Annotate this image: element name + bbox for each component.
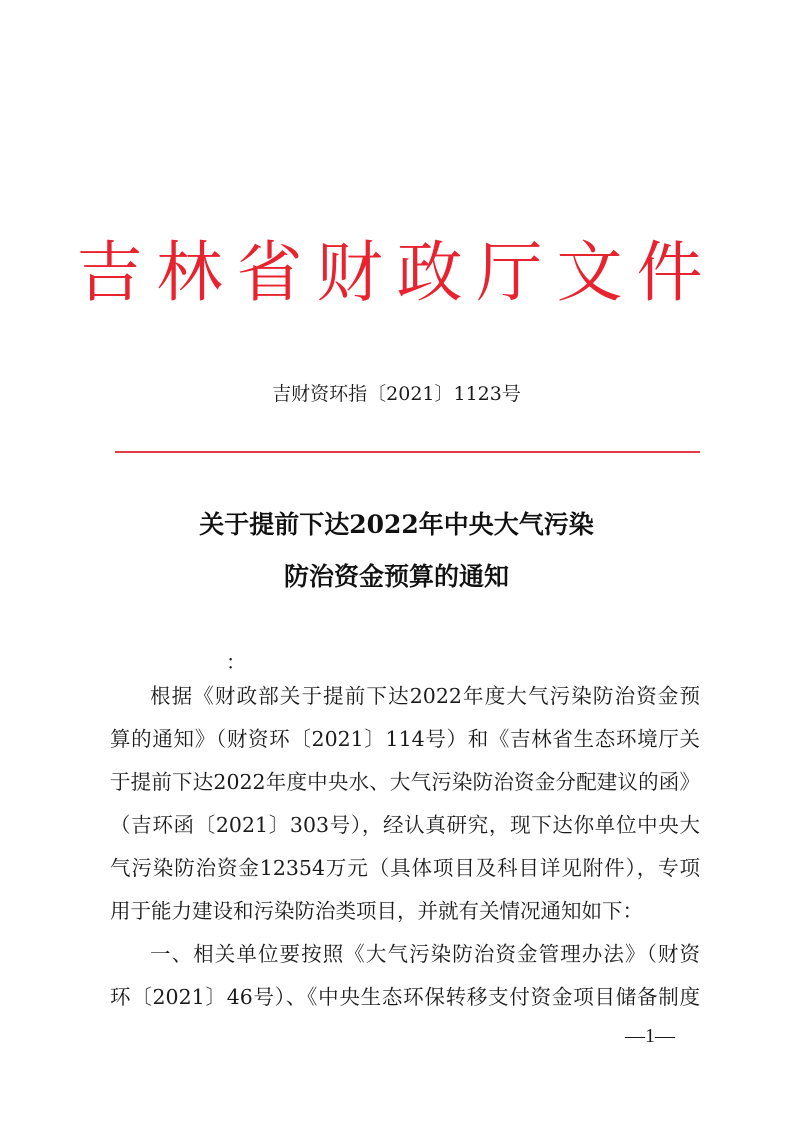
body-text-line: （吉环函〔2021〕303号），经认真研究，现下达你单位中央大	[110, 813, 700, 837]
body-text-line: 根据《财政部关于提前下达2022年度大气污染防治资金预	[150, 684, 700, 708]
body-text-line: 算的通知》（财资环〔2021〕114号）和《吉林省生态环境厅关	[110, 727, 700, 751]
masthead-title: 吉林省财政厅文件	[76, 234, 717, 311]
page-number: —1—	[625, 1025, 675, 1047]
body-text-line: 气污染防治资金12354万元（具体项目及科目详见附件），专项	[110, 856, 700, 880]
body-text-line: 一、相关单位要按照《大气污染防治资金管理办法》（财资	[150, 942, 700, 966]
document-title-line-2: 防治资金预算的通知	[283, 562, 509, 591]
body-text-line: 用于能力建设和污染防治类项目，并就有关情况通知如下：	[110, 899, 643, 923]
document-number: 吉财资环指〔2021〕1123号	[272, 383, 521, 405]
document-title-line-1: 关于提前下达2022年中央大气污染	[199, 510, 594, 539]
red-divider	[115, 451, 700, 453]
body-text-line: 环〔2021〕46号）、《中央生态环保转移支付资金项目储备制度	[110, 985, 700, 1009]
salutation: ：	[226, 650, 246, 674]
body-text-line: 于提前下达2022年度中央水、大气污染防治资金分配建议的函》	[110, 770, 700, 794]
